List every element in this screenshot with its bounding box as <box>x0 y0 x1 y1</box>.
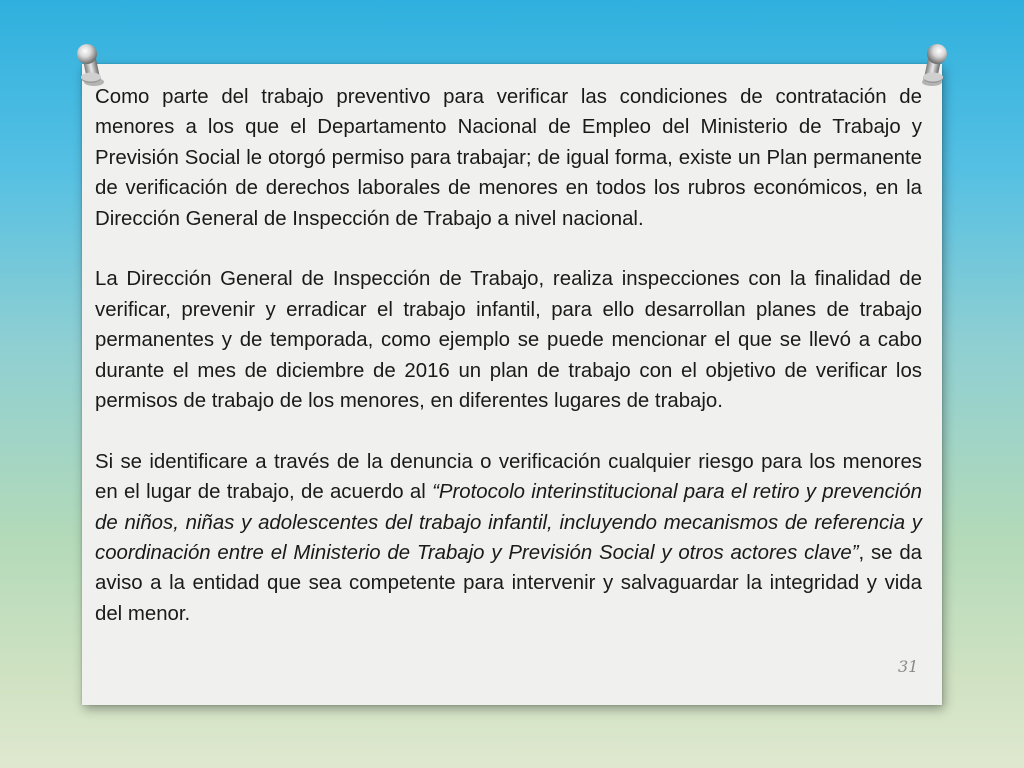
protocol-quote: “Protocolo interinstitucional para el retiro y prevención de niños, niñas y adolescentes del trabajo infantil, incluyendo mecanismos de referencia y coordinación entre el Ministerio de Trabajo y Previsión Social y otros actores clave” <box>95 481 922 565</box>
paragraph-3-outro: , se da aviso a la entidad que sea competente para intervenir y salvaguardar la integridad y vida del menor. <box>95 542 922 625</box>
paragraph-3 <box>95 447 922 629</box>
paragraph-1: Como parte del trabajo preventivo para verificar las condiciones de contratación de menores a los que el Departamento Nacional de Empleo del Ministerio de Trabajo y Previsión Social le otorgó permiso para trabajar; de igual forma, existe un Plan permanente de verificación de derechos laborales de menores en todos los rubros económicos, en la Dirección General de Inspección de Trabajo a nivel nacional. <box>95 86 922 230</box>
pushpin-icon <box>914 42 952 90</box>
slide-body <box>95 82 922 629</box>
note-card <box>82 64 942 705</box>
page-number: 31 <box>898 657 919 676</box>
pushpin-icon <box>72 42 110 90</box>
paragraph-3-intro: Si se identificare a través de la denuncia o verificación cualquier riesgo para los menores en el lugar de trabajo, de acuerdo al <box>95 450 922 504</box>
paragraph-2: La Dirección General de Inspección de Trabajo, realiza inspecciones con la finalidad de verificar, prevenir y erradicar el trabajo infantil, para ello desarrollan planes de trabajo permanentes y de temporada, como ejemplo se puede mencionar el que se llevó a cabo durante el mes de diciembre de 2016 un plan de trabajo con el objetivo de verificar los permisos de trabajo de los menores, en diferentes lugares de trabajo. <box>95 268 922 413</box>
